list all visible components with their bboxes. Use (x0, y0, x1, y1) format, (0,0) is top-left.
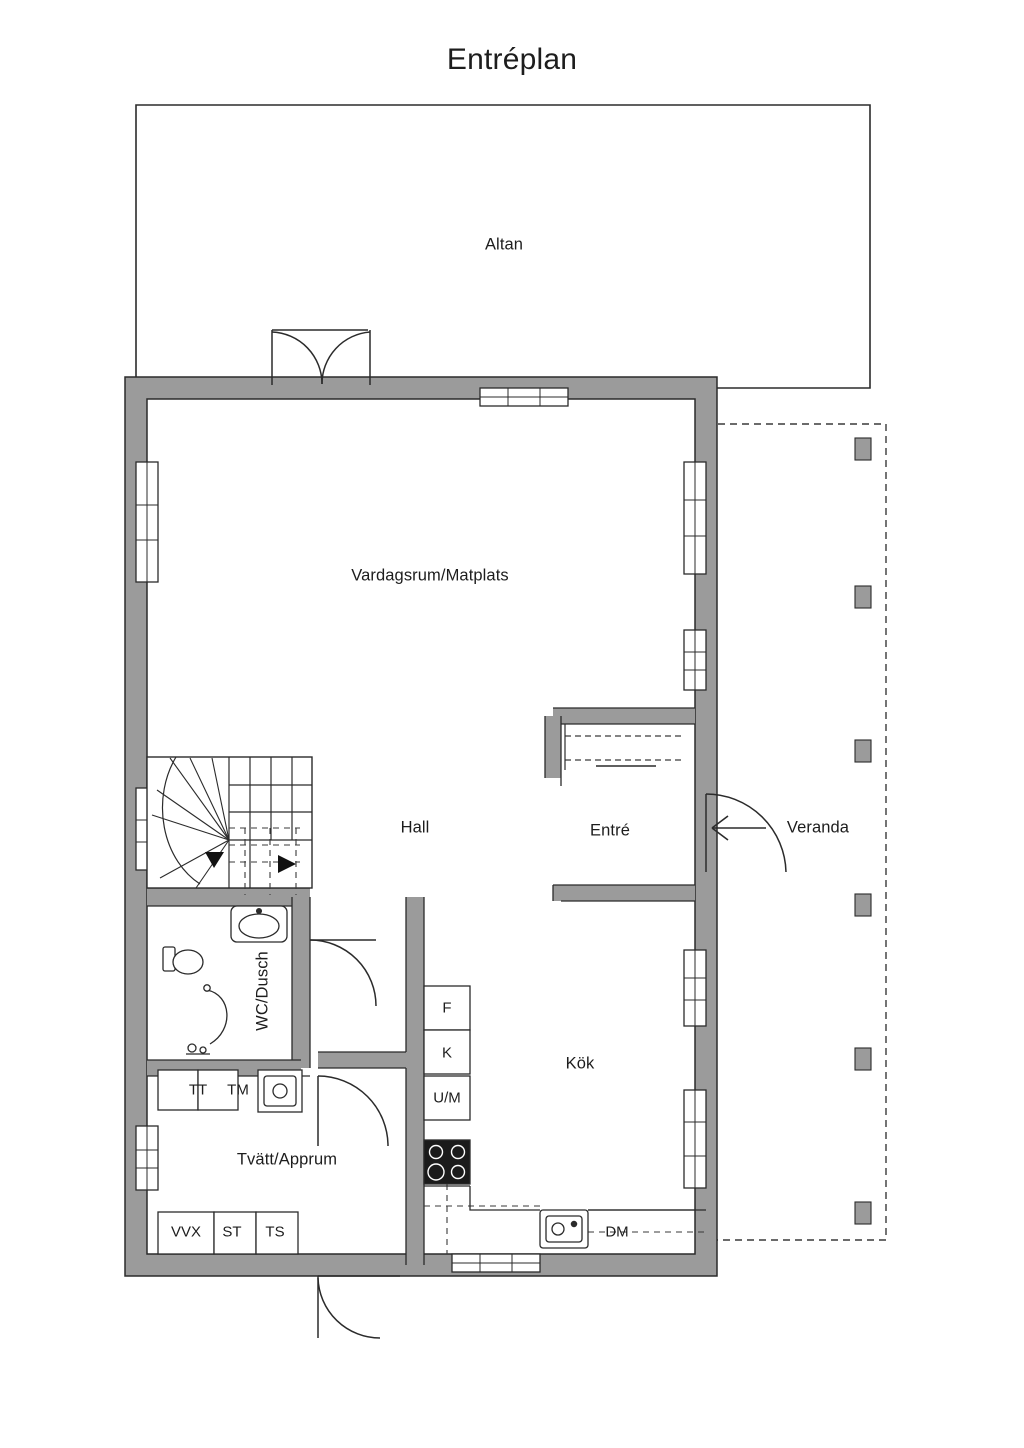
entrance-arrow (712, 816, 766, 840)
fixture-label-um: U/M (433, 1089, 461, 1107)
fixture-label-k: K (441, 1044, 453, 1062)
fixture-label-tt: TT (188, 1081, 208, 1099)
room-label-vardagsrum: Vardagsrum/Matplats (351, 566, 509, 585)
room-label-veranda: Veranda (786, 818, 850, 837)
room-label-hall: Hall (400, 818, 430, 837)
kitchen-counter (424, 1186, 695, 1210)
fixture-label-dm: DM (605, 1223, 629, 1241)
room-label-kok: Kök (565, 1054, 595, 1073)
kitchen-units (424, 986, 706, 1254)
fixture-label-vvx: VVX (170, 1223, 202, 1241)
room-label-wc-dusch: WC/Dusch (253, 951, 272, 1031)
fixture-label-tm: TM (227, 1081, 249, 1099)
room-label-tvatt-apprum: Tvätt/Apprum (236, 1150, 338, 1169)
page-title: Entréplan (446, 43, 578, 76)
veranda-posts (855, 438, 871, 1224)
fixture-label-f: F (442, 999, 452, 1017)
fixture-label-st: ST (222, 1223, 242, 1241)
fixture-label-ts: TS (265, 1223, 285, 1241)
room-label-altan: Altan (484, 235, 524, 254)
staircase (147, 757, 312, 895)
room-label-entre: Entré (590, 821, 630, 840)
